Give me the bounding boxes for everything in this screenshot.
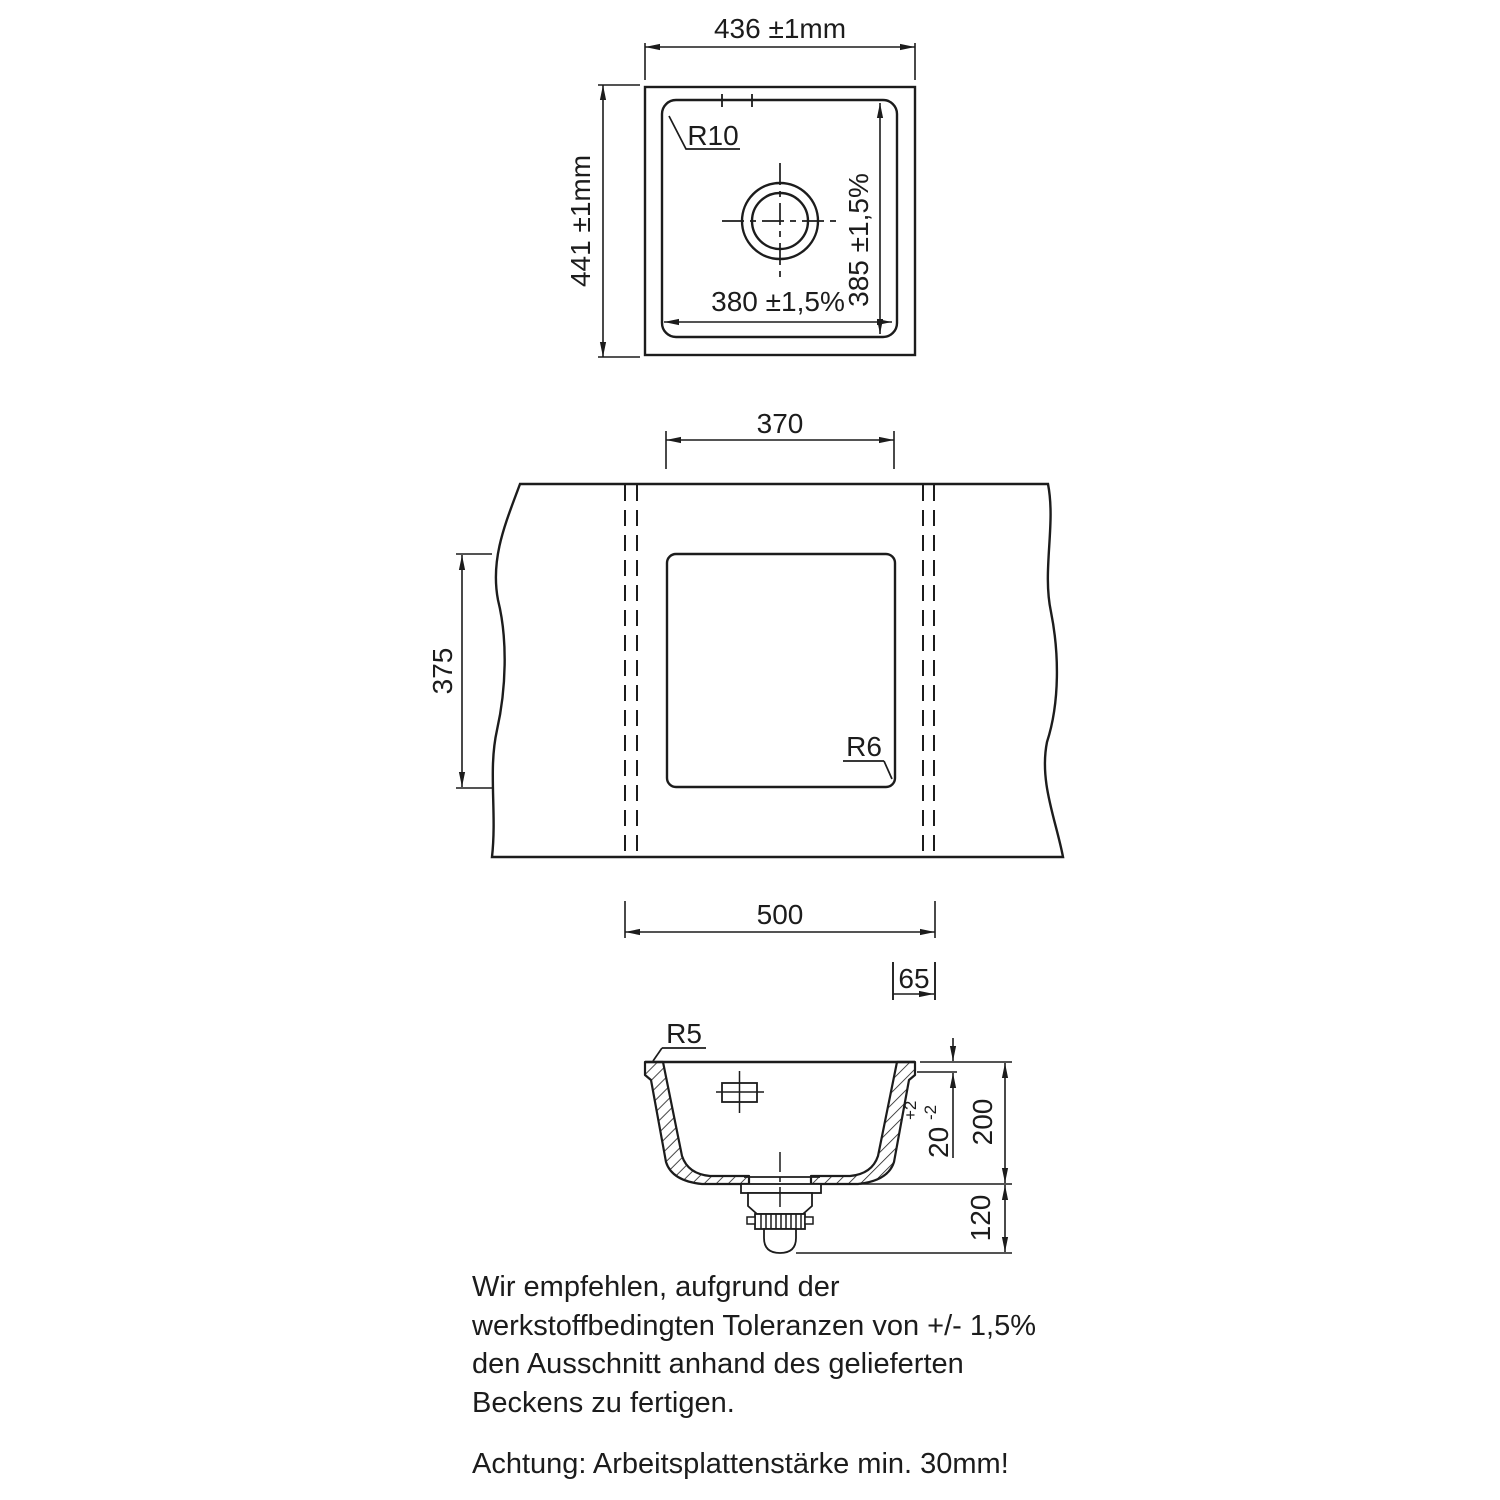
recommendation-line-1: Wir empfehlen, aufgrund der — [472, 1271, 840, 1303]
dimension-20 — [901, 1038, 954, 1158]
dimension-436-label: 436 ±1mm — [713, 13, 847, 44]
dimension-20-tol-minus: -2 — [921, 1104, 940, 1120]
dimension-370 — [666, 408, 894, 469]
dimension-200 — [967, 1063, 1005, 1183]
dimension-385 — [843, 103, 880, 334]
dimension-500 — [625, 899, 935, 938]
left-wall-section — [645, 1062, 749, 1184]
dimension-380-label: 380 ±1,5% — [711, 286, 845, 317]
dimension-375-label: 375 — [427, 647, 458, 695]
drain-locknut — [755, 1214, 805, 1229]
right-wall-section — [811, 1062, 915, 1184]
dimension-385-label: 385 ±1,5% — [843, 173, 874, 307]
dimension-200-label: 200 — [967, 1098, 998, 1146]
recommendation-line-4: Beckens zu fertigen. — [472, 1386, 735, 1419]
dimension-441-label: 441 ±1mm — [565, 154, 596, 288]
dimension-436 — [645, 13, 915, 80]
dimension-20-label: 20 — [923, 1126, 954, 1158]
recommendation-note — [472, 1268, 1036, 1422]
dimension-120-label: 120 — [965, 1194, 996, 1242]
locknut-tab-right — [805, 1217, 813, 1224]
top-view — [565, 13, 915, 357]
recommendation-line-2: werkstoffbedingten Toleranzen von +/- 1,5% — [472, 1309, 1036, 1342]
dimension-65 — [893, 962, 935, 1000]
recommendation-line-3: den Ausschnitt anhand des gelieferten — [472, 1348, 964, 1380]
locknut-tab-left — [747, 1217, 755, 1224]
tap-hole-knockout — [716, 1071, 764, 1113]
r6-label: R6 — [846, 731, 882, 762]
r5-leader-line — [653, 1048, 662, 1061]
countertop-outline — [492, 484, 1063, 857]
drain-outlet — [764, 1229, 796, 1253]
drain-flange — [741, 1184, 821, 1193]
r10-label: R10 — [687, 120, 739, 151]
dimension-120 — [965, 1185, 1005, 1252]
cutout-view — [427, 408, 1063, 1000]
dimension-20-tol-plus: +2 — [901, 1100, 920, 1120]
dimension-65-label: 65 — [898, 963, 930, 994]
drain-assembly — [741, 1152, 821, 1253]
warning-note: Achtung: Arbeitsplattenstärke min. 30mm! — [472, 1448, 1009, 1480]
dimension-370-label: 370 — [756, 408, 804, 439]
r5-label: R5 — [666, 1018, 702, 1049]
r6-leader-line — [884, 761, 892, 779]
dimension-500-label: 500 — [756, 899, 804, 930]
dimension-441 — [565, 85, 640, 357]
dimension-375 — [427, 554, 492, 788]
section-view — [645, 1018, 1012, 1253]
